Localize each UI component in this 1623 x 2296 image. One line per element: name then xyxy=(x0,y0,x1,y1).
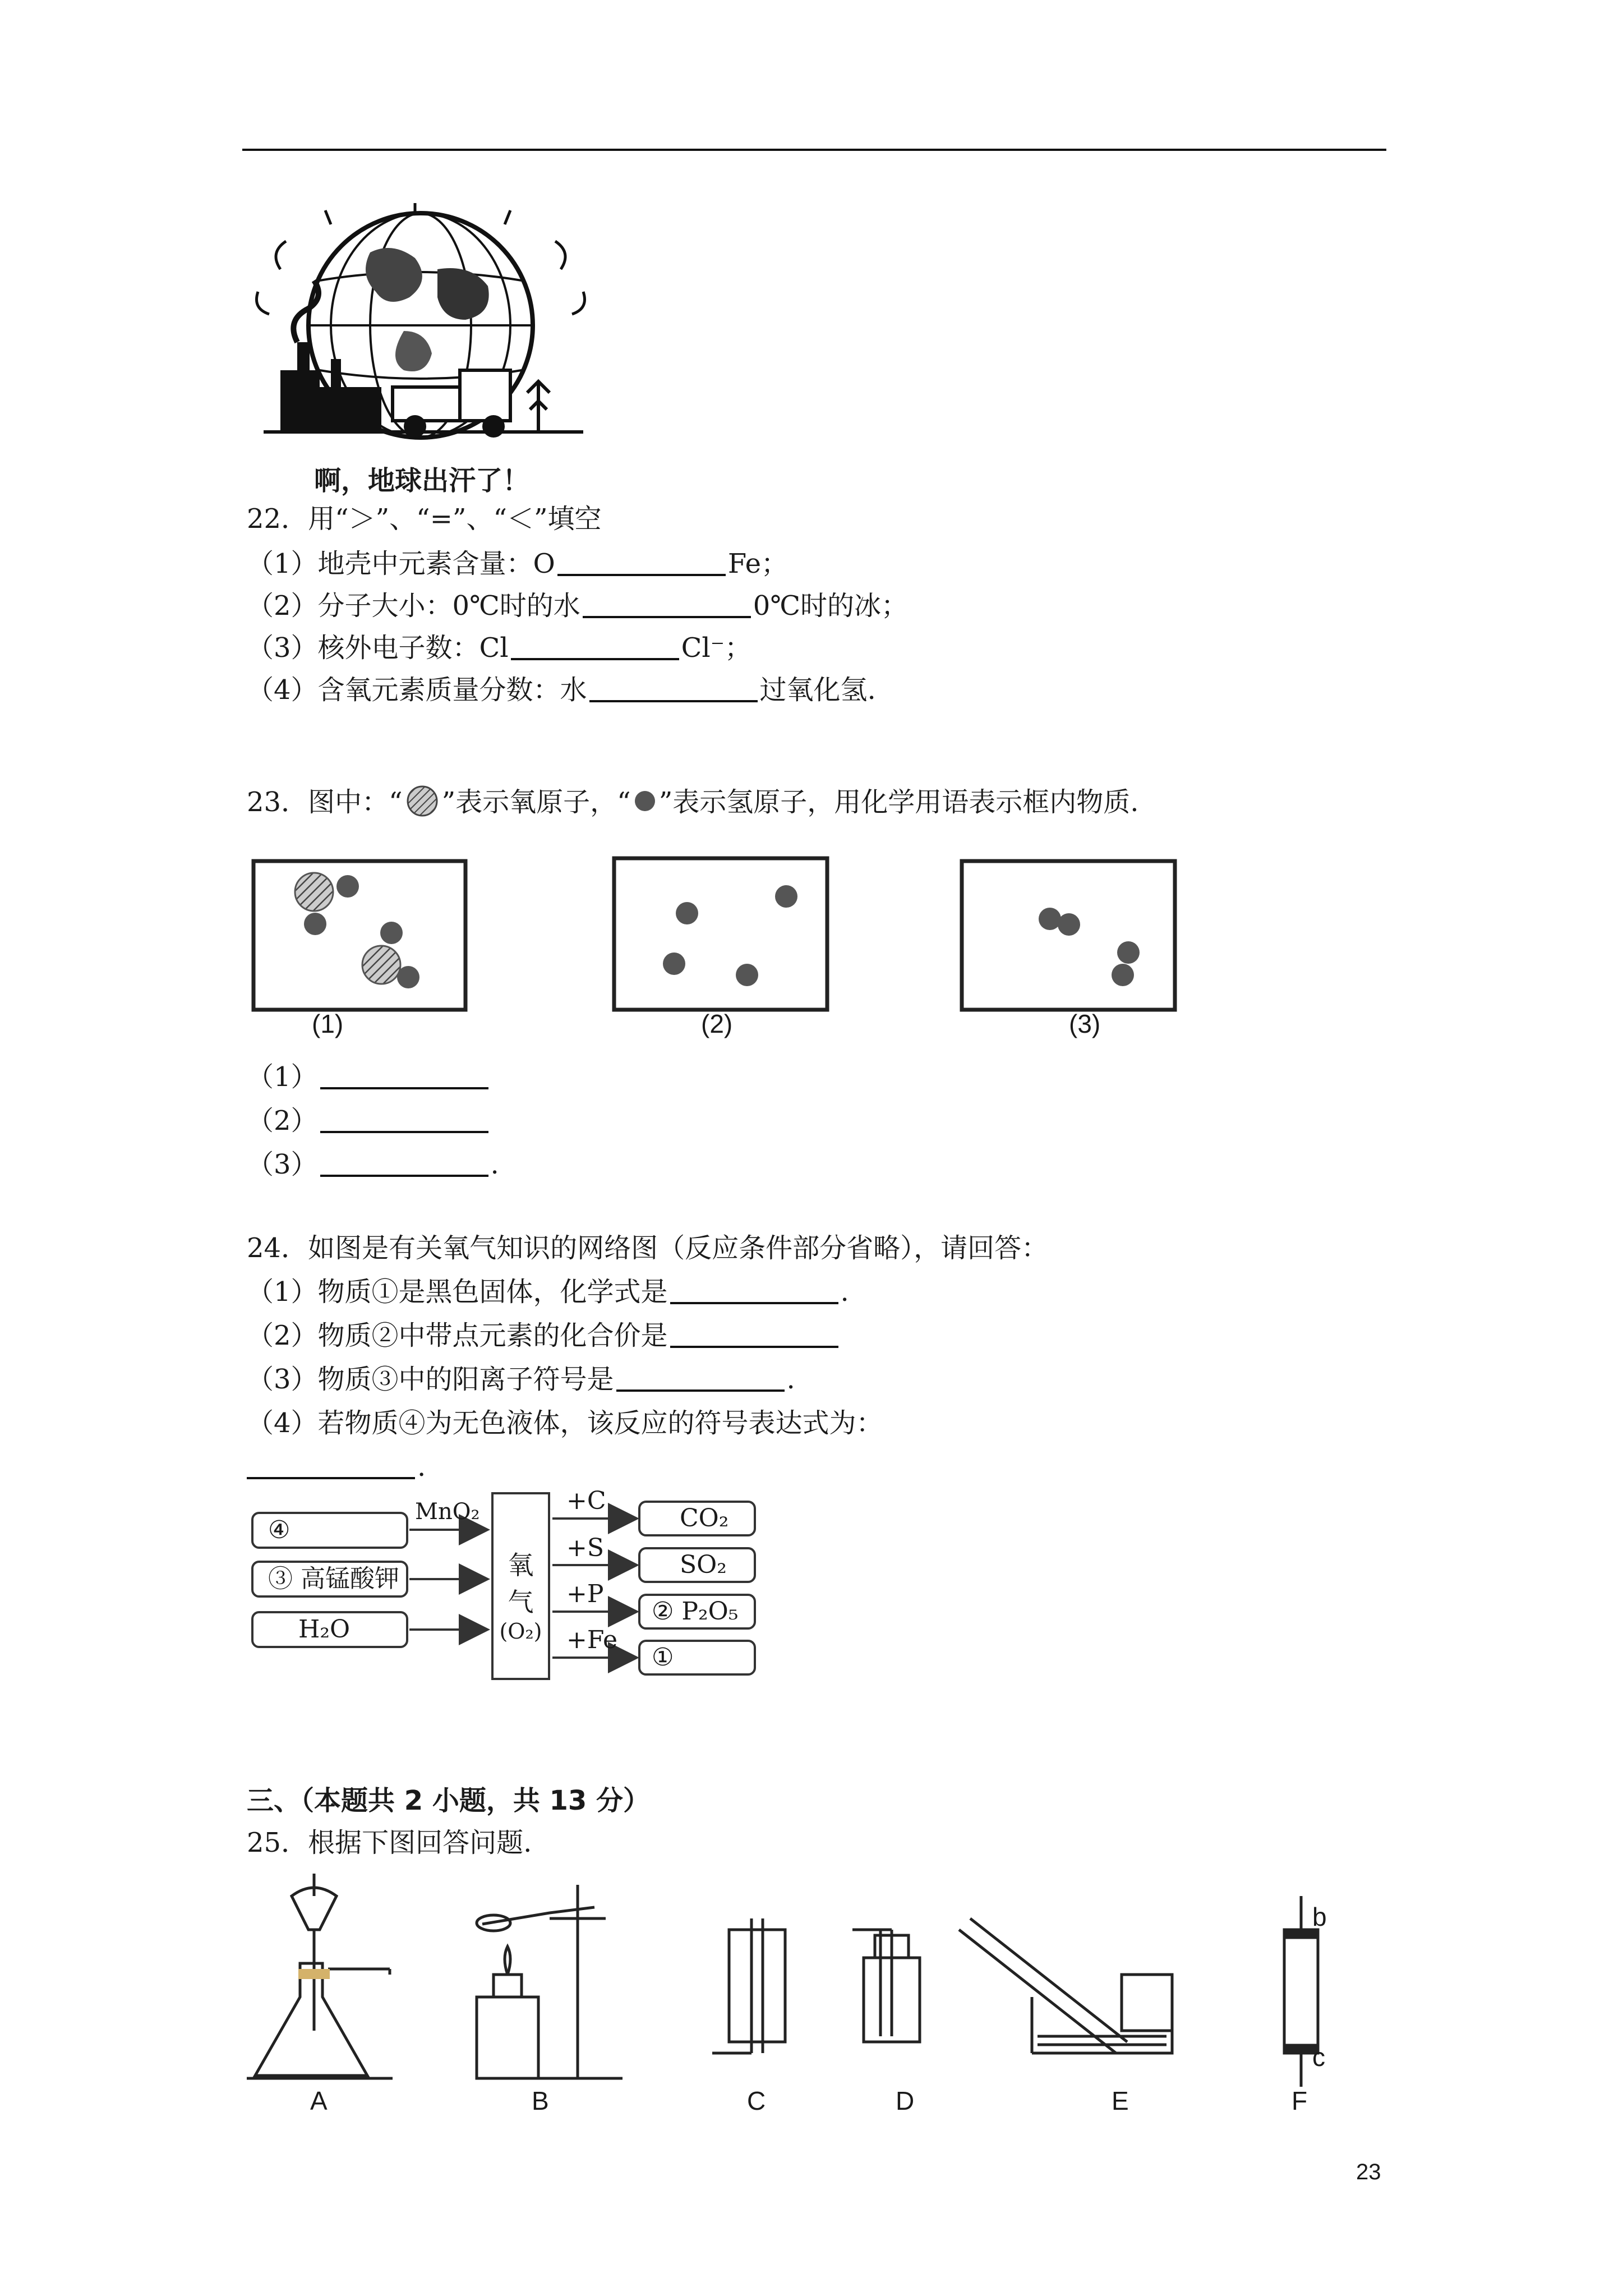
q24-item-3-label: （3）物质③中的阳离子符号是 xyxy=(247,1364,614,1395)
oxygen-char-1: 氧 xyxy=(508,1550,534,1580)
oxygen-atom xyxy=(362,946,400,984)
node-so2: SO₂ xyxy=(638,1547,756,1583)
q23-title-suffix: ”表示氢原子，用化学用语表示框内物质. xyxy=(658,786,1139,818)
q24-item-3 xyxy=(247,1363,795,1396)
q23-answer-end: . xyxy=(490,1149,499,1180)
apparatus-d xyxy=(852,1930,920,2042)
node-co2: CO₂ xyxy=(638,1501,756,1536)
q22-item-4-tail: 过氧化氢. xyxy=(759,674,876,706)
q22-item-3-tail: Cl⁻； xyxy=(681,632,752,664)
q25-title: 25．根据下图回答问题. xyxy=(247,1827,532,1858)
answer-blank[interactable] xyxy=(583,591,751,618)
answer-blank[interactable] xyxy=(320,1150,488,1177)
apparatus-b xyxy=(477,1885,623,2078)
q22-item-4 xyxy=(247,673,876,707)
q24-answer-line xyxy=(247,1450,426,1484)
q23-answer-2 xyxy=(247,1104,491,1138)
hydrogen-atom xyxy=(736,964,758,986)
answer-blank[interactable] xyxy=(589,675,758,702)
apparatus-c xyxy=(712,1918,785,2053)
molecule-box-1 xyxy=(253,861,465,1010)
lab-apparatus-diagram xyxy=(247,1874,1368,2109)
box-label-2: (2) xyxy=(701,1009,733,1038)
reagent-phosphorus: +P xyxy=(566,1580,604,1608)
answer-blank[interactable] xyxy=(320,1106,488,1133)
hydrogen-atom xyxy=(1112,964,1134,986)
hydrogen-atom xyxy=(336,875,359,898)
q24-item-3-tail: . xyxy=(786,1364,795,1395)
catalyst-label: MnO₂ xyxy=(415,1499,480,1525)
hydrogen-atom xyxy=(676,902,698,924)
hydrogen-atom xyxy=(397,966,419,988)
hydrogen-atom xyxy=(1039,908,1061,930)
q22-item-1-label: （1）地壳中元素含量：O xyxy=(247,548,555,579)
q22-item-4-label: （4）含氧元素质量分数：水 xyxy=(247,674,587,706)
oxygen-network-diagram xyxy=(247,1487,774,1700)
hydrogen-atom xyxy=(1117,941,1140,964)
q23-answer-1 xyxy=(247,1060,491,1094)
hydrogen-atom xyxy=(380,922,403,944)
q22-item-2-label: （2）分子大小：0℃时的水 xyxy=(247,590,580,622)
hydrogen-atom xyxy=(775,885,797,908)
oxygen-char-2: 气 xyxy=(508,1587,534,1617)
answer-blank[interactable] xyxy=(557,549,726,576)
box-label-3: (3) xyxy=(1069,1009,1101,1038)
q23-answer-2-label: （2） xyxy=(247,1105,318,1137)
q22-item-3 xyxy=(247,631,751,665)
q22-item-2 xyxy=(247,589,908,623)
answer-blank[interactable] xyxy=(247,1452,415,1479)
q23-answer-3-label: （3） xyxy=(247,1149,318,1180)
page-number: 23 xyxy=(1356,2160,1381,2184)
answer-blank[interactable] xyxy=(670,1321,838,1348)
hydrogen-atom-icon xyxy=(631,784,659,818)
q24-item-1-tail: . xyxy=(840,1276,849,1308)
apparatus-label-e: E xyxy=(1112,2086,1129,2115)
q23-answer-1-label: （1） xyxy=(247,1061,318,1093)
q23-answer-3 xyxy=(247,1148,499,1181)
earth-sweating-cartoon xyxy=(247,202,594,449)
q24-title: 24．如图是有关氧气知识的网络图（反应条件部分省略），请回答： xyxy=(247,1232,1049,1264)
answer-blank[interactable] xyxy=(616,1365,785,1392)
node-oxygen xyxy=(491,1492,550,1680)
q22-item-2-tail: 0℃时的冰； xyxy=(753,590,909,622)
header-rule xyxy=(242,149,1386,151)
section-3-title: 三、（本题共 2 小题，共 13 分） xyxy=(247,1785,651,1816)
q24-item-1 xyxy=(247,1275,849,1309)
cartoon-caption: 啊，地球出汗了！ xyxy=(314,465,530,496)
reagent-sulfur: +S xyxy=(566,1534,605,1562)
apparatus-e xyxy=(959,1918,1172,2053)
oxygen-formula: (O₂) xyxy=(499,1619,542,1644)
q24-item-1-label: （1）物质①是黑色固体，化学式是 xyxy=(247,1276,668,1308)
q24-item-2-label: （2）物质②中带点元素的化合价是 xyxy=(247,1320,668,1351)
q24-item-2 xyxy=(247,1319,841,1352)
apparatus-label-b: B xyxy=(532,2086,549,2115)
apparatus-label-c: C xyxy=(747,2086,766,2115)
port-label-b: b xyxy=(1312,1902,1327,1931)
port-label-c: c xyxy=(1312,2042,1325,2072)
molecule-box-2 xyxy=(614,858,827,1010)
q23-title-mid: ”表示氧原子，“ xyxy=(441,786,631,818)
apparatus-label-f: F xyxy=(1292,2086,1308,2115)
oxygen-atom-icon xyxy=(403,784,442,818)
node-potassium-permanganate: ③ 高锰酸钾 xyxy=(251,1561,408,1598)
q23-title xyxy=(247,784,1139,819)
q22-item-1-tail: Fe； xyxy=(727,548,788,579)
hydrogen-atom xyxy=(304,913,326,935)
node-substance-4: ④ xyxy=(251,1512,408,1549)
q24-answer-end: . xyxy=(417,1451,426,1483)
answer-blank[interactable] xyxy=(320,1062,488,1089)
node-p2o5: ② P₂O₅ xyxy=(638,1594,756,1630)
q24-item-4: （4）若物质④为无色液体，该反应的符号表达式为： xyxy=(247,1407,883,1439)
q22-title: 22．用“＞”、“=”、“＜”填空 xyxy=(247,503,602,535)
reagent-carbon: +C xyxy=(566,1487,606,1515)
box-label-1: (1) xyxy=(312,1009,344,1038)
hydrogen-atom xyxy=(663,953,685,975)
apparatus-label-a: A xyxy=(310,2086,328,2115)
apparatus-a xyxy=(247,1874,393,2078)
q22-item-1 xyxy=(247,547,788,581)
answer-blank[interactable] xyxy=(670,1277,838,1304)
hydrogen-atom xyxy=(1058,913,1080,936)
oxygen-atom xyxy=(295,873,333,911)
q23-title-prefix: 23．图中：“ xyxy=(247,786,403,818)
node-substance-1: ① xyxy=(638,1640,756,1676)
answer-blank[interactable] xyxy=(511,633,679,660)
apparatus-label-d: D xyxy=(896,2086,915,2115)
q22-item-3-label: （3）核外电子数：Cl xyxy=(247,632,509,664)
node-water: H₂O xyxy=(251,1611,408,1648)
reagent-iron: +Fe xyxy=(566,1626,618,1654)
